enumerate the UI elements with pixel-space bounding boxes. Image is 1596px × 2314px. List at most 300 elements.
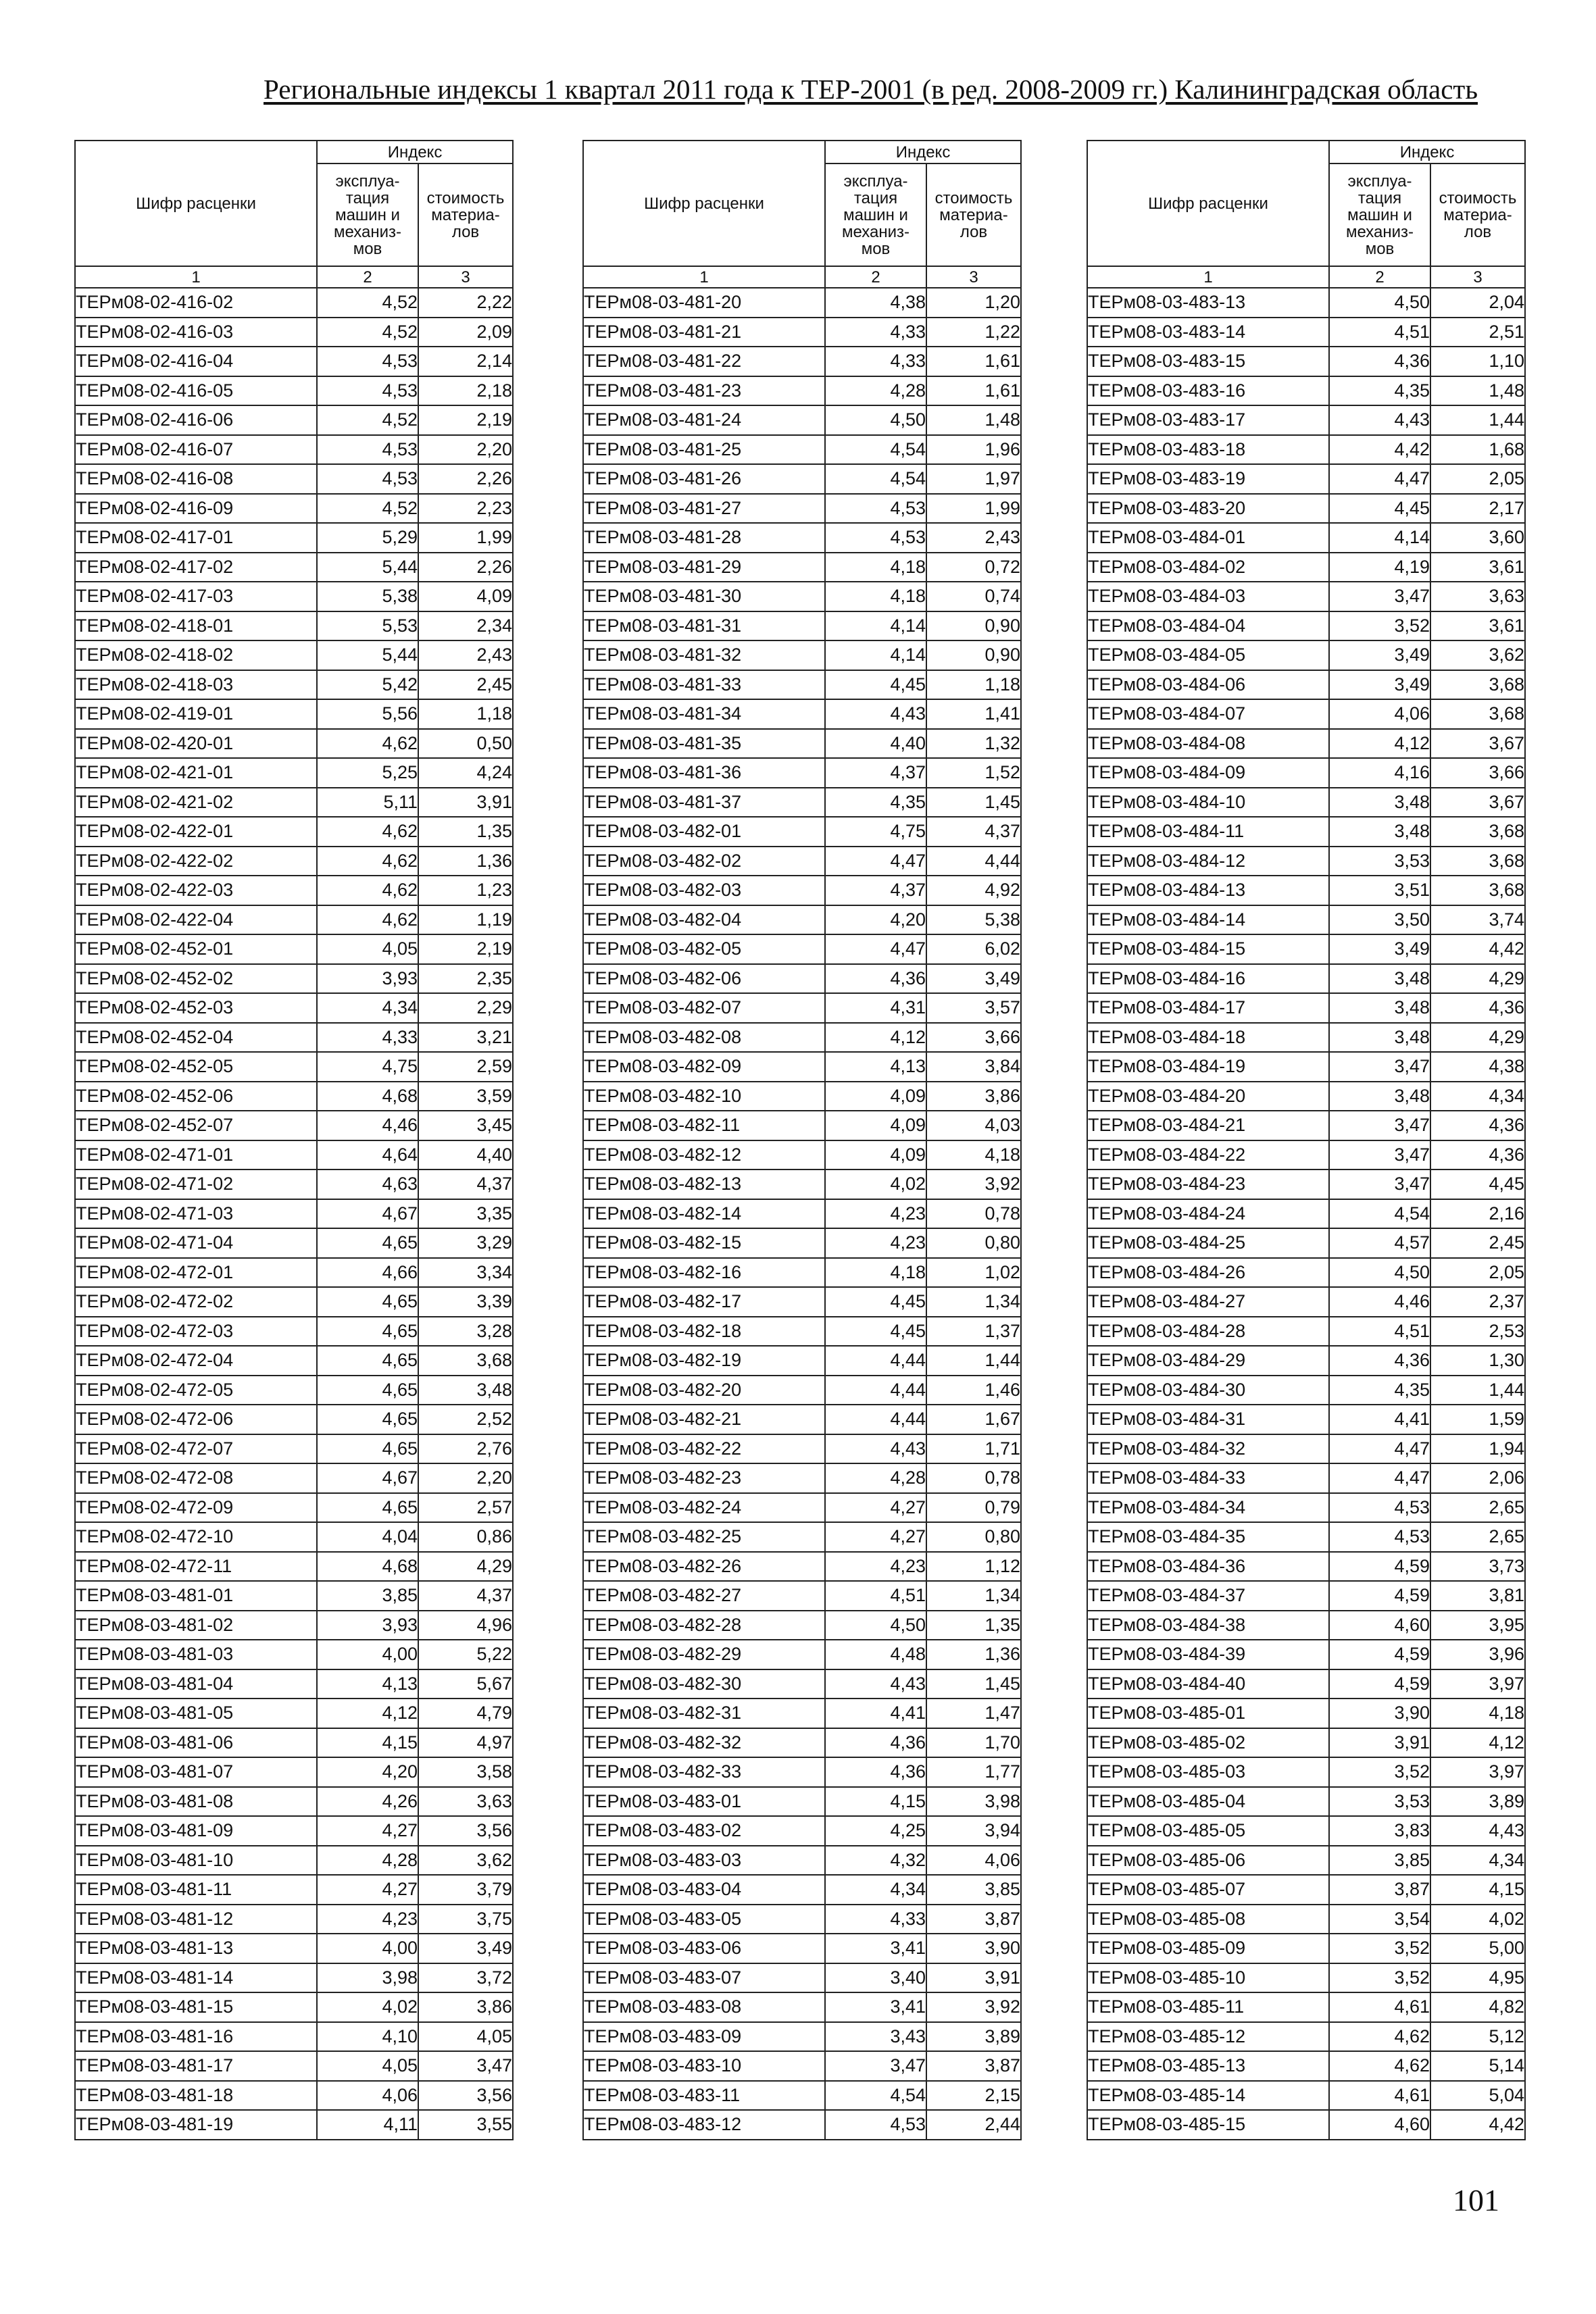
- table-row: [75, 2022, 513, 2052]
- rate-code-cell: ТЕРм08-03-483-11: [583, 2081, 825, 2111]
- table-row: [1087, 288, 1525, 318]
- machines-index-cell: 4,65: [317, 1405, 418, 1434]
- table-row: [75, 1376, 513, 1405]
- rate-code-cell: ТЕРм08-03-482-33: [583, 1757, 825, 1787]
- machines-index-cell: 4,33: [825, 318, 926, 347]
- materials-index-cell: 2,51: [1430, 318, 1525, 347]
- table-row: [583, 1228, 1021, 1258]
- rate-code-cell: ТЕРм08-03-482-10: [583, 1082, 825, 1111]
- machines-index-cell: 3,47: [825, 2051, 926, 2081]
- materials-index-cell: 2,22: [418, 288, 513, 318]
- table-row: [1087, 1728, 1525, 1758]
- column-number: 3: [1430, 266, 1525, 288]
- machines-index-cell: 4,53: [1329, 1493, 1430, 1523]
- table-row: [1087, 1287, 1525, 1317]
- machines-index-cell: 4,02: [317, 1992, 418, 2022]
- materials-index-cell: 4,37: [418, 1581, 513, 1611]
- machines-index-cell: 4,47: [825, 934, 926, 964]
- rate-code-cell: ТЕРм08-03-484-03: [1087, 582, 1329, 611]
- machines-index-cell: 3,48: [1329, 788, 1430, 818]
- machines-index-cell: 3,47: [1329, 1169, 1430, 1199]
- machines-column-header: эксплуа- тация машин и механиз- мов: [1329, 164, 1430, 266]
- materials-index-cell: 1,70: [926, 1728, 1021, 1758]
- rate-code-cell: ТЕРм08-03-484-08: [1087, 729, 1329, 759]
- materials-index-cell: 2,17: [1430, 494, 1525, 524]
- rate-code-cell: ТЕРм08-03-482-03: [583, 876, 825, 905]
- machines-index-cell: 3,52: [1329, 1934, 1430, 1963]
- materials-index-cell: 0,86: [418, 1522, 513, 1552]
- materials-index-cell: 2,76: [418, 1434, 513, 1464]
- machines-index-cell: 3,53: [1329, 1787, 1430, 1817]
- table-row: [583, 1376, 1021, 1405]
- machines-index-cell: 3,52: [1329, 1963, 1430, 1993]
- table-row: [75, 1905, 513, 1934]
- rate-code-cell: ТЕРм08-03-483-06: [583, 1934, 825, 1963]
- machines-index-cell: 4,51: [1329, 318, 1430, 347]
- machines-index-cell: 4,62: [317, 729, 418, 759]
- table-row: [583, 1023, 1021, 1053]
- rate-code-cell: ТЕРм08-03-482-19: [583, 1346, 825, 1376]
- rate-code-cell: ТЕРм08-03-484-13: [1087, 876, 1329, 905]
- materials-index-cell: 3,85: [926, 1875, 1021, 1905]
- machines-index-cell: 4,54: [825, 464, 926, 494]
- rate-code-cell: ТЕРм08-03-483-16: [1087, 376, 1329, 406]
- materials-index-cell: 3,39: [418, 1287, 513, 1317]
- machines-index-cell: 4,50: [825, 405, 926, 435]
- materials-index-cell: 4,09: [418, 582, 513, 611]
- table-row: [75, 1816, 513, 1846]
- table-row: [1087, 1140, 1525, 1170]
- machines-index-cell: 4,27: [825, 1493, 926, 1523]
- machines-index-cell: 4,13: [317, 1669, 418, 1699]
- rate-code-cell: ТЕРм08-02-452-07: [75, 1111, 317, 1140]
- table-row: [75, 1522, 513, 1552]
- rate-code-cell: ТЕРм08-03-485-12: [1087, 2022, 1329, 2052]
- materials-index-cell: 2,04: [1430, 288, 1525, 318]
- rate-code-cell: ТЕРм08-03-483-08: [583, 1992, 825, 2022]
- materials-index-cell: 1,37: [926, 1317, 1021, 1347]
- rate-code-cell: ТЕРм08-02-416-06: [75, 405, 317, 435]
- rate-code-cell: ТЕРм08-03-484-05: [1087, 640, 1329, 670]
- table-row: [583, 788, 1021, 818]
- materials-index-cell: 1,20: [926, 288, 1021, 318]
- machines-index-cell: 4,38: [825, 288, 926, 318]
- rate-code-cell: ТЕРм08-03-481-10: [75, 1846, 317, 1876]
- table-row: [583, 964, 1021, 994]
- rate-code-cell: ТЕРм08-03-481-05: [75, 1699, 317, 1728]
- table-row: [583, 817, 1021, 847]
- rate-code-cell: ТЕРм08-03-482-07: [583, 993, 825, 1023]
- machines-index-cell: 4,46: [317, 1111, 418, 1140]
- materials-index-cell: 4,45: [1430, 1169, 1525, 1199]
- materials-index-cell: 0,90: [926, 611, 1021, 641]
- materials-index-cell: 1,94: [1430, 1434, 1525, 1464]
- materials-index-cell: 3,56: [418, 2081, 513, 2111]
- table-row: [1087, 376, 1525, 406]
- materials-index-cell: 4,44: [926, 847, 1021, 876]
- materials-index-cell: 4,97: [418, 1728, 513, 1758]
- machines-index-cell: 4,67: [317, 1463, 418, 1493]
- materials-index-cell: 2,23: [418, 494, 513, 524]
- rate-code-cell: ТЕРм08-03-482-11: [583, 1111, 825, 1140]
- table-row: [75, 934, 513, 964]
- rate-code-cell: ТЕРм08-03-481-06: [75, 1728, 317, 1758]
- table-row: [1087, 1699, 1525, 1728]
- table-row: [1087, 494, 1525, 524]
- rate-code-cell: ТЕРм08-03-482-31: [583, 1699, 825, 1728]
- table-row: [75, 817, 513, 847]
- machines-index-cell: 4,06: [1329, 699, 1430, 729]
- materials-index-cell: 3,35: [418, 1199, 513, 1229]
- materials-index-cell: 4,38: [1430, 1052, 1525, 1082]
- table-row: [75, 582, 513, 611]
- table-row: [1087, 318, 1525, 347]
- table-row: [583, 2022, 1021, 2052]
- materials-index-cell: 4,24: [418, 758, 513, 788]
- table-row: [1087, 1581, 1525, 1611]
- table-row: [75, 2051, 513, 2081]
- table-row: [75, 847, 513, 876]
- table-row: [583, 1905, 1021, 1934]
- materials-index-cell: 3,91: [418, 788, 513, 818]
- materials-index-cell: 3,49: [418, 1934, 513, 1963]
- materials-index-cell: 3,57: [926, 993, 1021, 1023]
- machines-index-cell: 4,35: [825, 788, 926, 818]
- table-row: [1087, 405, 1525, 435]
- materials-index-cell: 2,35: [418, 964, 513, 994]
- materials-index-cell: 3,67: [1430, 729, 1525, 759]
- rate-code-cell: ТЕРм08-02-472-02: [75, 1287, 317, 1317]
- rate-code-cell: ТЕРм08-03-482-26: [583, 1552, 825, 1582]
- materials-index-cell: 1,97: [926, 464, 1021, 494]
- rate-code-cell: ТЕРм08-02-471-03: [75, 1199, 317, 1229]
- materials-index-cell: 3,68: [1430, 876, 1525, 905]
- table-row: [75, 699, 513, 729]
- rate-code-cell: ТЕРм08-03-483-19: [1087, 464, 1329, 494]
- rate-code-cell: ТЕРм08-02-472-07: [75, 1434, 317, 1464]
- materials-index-cell: 0,90: [926, 640, 1021, 670]
- rate-code-cell: ТЕРм08-03-484-10: [1087, 788, 1329, 818]
- machines-index-cell: 4,47: [1329, 464, 1430, 494]
- machines-index-cell: 4,65: [317, 1493, 418, 1523]
- table-row: [1087, 1405, 1525, 1434]
- machines-index-cell: 4,47: [1329, 1434, 1430, 1464]
- rate-code-cell: ТЕРм08-03-482-15: [583, 1228, 825, 1258]
- machines-index-cell: 4,00: [317, 1640, 418, 1669]
- materials-index-cell: 2,34: [418, 611, 513, 641]
- table-row: [75, 1611, 513, 1640]
- table-row: [1087, 699, 1525, 729]
- rate-code-cell: ТЕРм08-03-481-34: [583, 699, 825, 729]
- machines-index-cell: 4,61: [1329, 1992, 1430, 2022]
- machines-index-cell: 3,52: [1329, 611, 1430, 641]
- materials-index-cell: 4,42: [1430, 2110, 1525, 2140]
- materials-index-cell: 3,86: [926, 1082, 1021, 1111]
- materials-index-cell: 2,43: [418, 640, 513, 670]
- table-row: [583, 1405, 1021, 1434]
- rate-code-cell: ТЕРм08-03-484-37: [1087, 1581, 1329, 1611]
- materials-index-cell: 4,96: [418, 1611, 513, 1640]
- machines-index-cell: 3,90: [1329, 1699, 1430, 1728]
- materials-index-cell: 3,61: [1430, 611, 1525, 641]
- rate-code-cell: ТЕРм08-03-482-20: [583, 1376, 825, 1405]
- materials-index-cell: 2,19: [418, 934, 513, 964]
- materials-index-cell: 3,98: [926, 1787, 1021, 1817]
- rate-code-cell: ТЕРм08-02-472-11: [75, 1552, 317, 1582]
- materials-index-cell: 5,12: [1430, 2022, 1525, 2052]
- rate-code-cell: ТЕРм08-03-481-04: [75, 1669, 317, 1699]
- rate-code-cell: ТЕРм08-03-485-04: [1087, 1787, 1329, 1817]
- materials-index-cell: 3,45: [418, 1111, 513, 1140]
- materials-index-cell: 2,16: [1430, 1199, 1525, 1229]
- rate-code-cell: ТЕРм08-03-482-27: [583, 1581, 825, 1611]
- rate-code-cell: ТЕРм08-02-452-04: [75, 1023, 317, 1053]
- rate-code-cell: ТЕРм08-03-481-22: [583, 347, 825, 376]
- machines-index-cell: 4,62: [317, 905, 418, 935]
- table-row: [583, 1846, 1021, 1876]
- rate-code-cell: ТЕРм08-03-482-01: [583, 817, 825, 847]
- table-row: [75, 640, 513, 670]
- machines-index-cell: 3,91: [1329, 1728, 1430, 1758]
- machines-index-cell: 4,44: [825, 1346, 926, 1376]
- table-row: [583, 1787, 1021, 1817]
- machines-index-cell: 3,83: [1329, 1816, 1430, 1846]
- rate-code-cell: ТЕРм08-03-483-01: [583, 1787, 825, 1817]
- rate-code-cell: ТЕРм08-03-482-23: [583, 1463, 825, 1493]
- materials-index-cell: 5,04: [1430, 2081, 1525, 2111]
- machines-index-cell: 4,53: [825, 2110, 926, 2140]
- rate-code-cell: ТЕРм08-03-483-07: [583, 1963, 825, 1993]
- table-row: [1087, 1552, 1525, 1582]
- machines-index-cell: 3,85: [1329, 1846, 1430, 1876]
- machines-index-cell: 4,23: [825, 1552, 926, 1582]
- materials-index-cell: 1,77: [926, 1757, 1021, 1787]
- rate-code-cell: ТЕРм08-03-482-13: [583, 1169, 825, 1199]
- table-row: [75, 1757, 513, 1787]
- table-row: [1087, 1317, 1525, 1347]
- table-row: [583, 1992, 1021, 2022]
- rate-code-cell: ТЕРм08-02-416-08: [75, 464, 317, 494]
- machines-index-cell: 4,41: [825, 1699, 926, 1728]
- materials-index-cell: 4,05: [418, 2022, 513, 2052]
- table-row: [1087, 934, 1525, 964]
- rate-code-cell: ТЕРм08-03-484-30: [1087, 1376, 1329, 1405]
- materials-index-cell: 1,67: [926, 1405, 1021, 1434]
- materials-index-cell: 1,44: [1430, 405, 1525, 435]
- machines-index-cell: 3,47: [1329, 582, 1430, 611]
- machines-index-cell: 4,12: [317, 1699, 418, 1728]
- table-row: [1087, 1258, 1525, 1288]
- machines-index-cell: 4,37: [825, 758, 926, 788]
- table-row: [75, 1140, 513, 1170]
- machines-index-cell: 5,25: [317, 758, 418, 788]
- machines-index-cell: 4,59: [1329, 1669, 1430, 1699]
- machines-index-cell: 5,42: [317, 670, 418, 700]
- materials-index-cell: 3,79: [418, 1875, 513, 1905]
- materials-index-cell: 2,05: [1430, 464, 1525, 494]
- materials-index-cell: 0,80: [926, 1522, 1021, 1552]
- materials-index-cell: 3,55: [418, 2110, 513, 2140]
- rate-code-cell: ТЕРм08-03-484-33: [1087, 1463, 1329, 1493]
- table-row: [75, 464, 513, 494]
- table-row: [1087, 347, 1525, 376]
- machines-index-cell: 4,44: [825, 1376, 926, 1405]
- table-row: [583, 1757, 1021, 1787]
- table-row: [75, 1992, 513, 2022]
- machines-index-cell: 4,37: [825, 876, 926, 905]
- table-row: [75, 1082, 513, 1111]
- machines-index-cell: 3,43: [825, 2022, 926, 2052]
- table-row: [1087, 729, 1525, 759]
- table-row: [583, 1346, 1021, 1376]
- table-row: [75, 376, 513, 406]
- machines-index-cell: 4,19: [1329, 553, 1430, 582]
- table-row: [75, 758, 513, 788]
- rate-code-cell: ТЕРм08-03-484-29: [1087, 1346, 1329, 1376]
- materials-index-cell: 0,50: [418, 729, 513, 759]
- machines-index-cell: 3,47: [1329, 1052, 1430, 1082]
- materials-index-cell: 4,37: [926, 817, 1021, 847]
- table-row: [75, 1228, 513, 1258]
- rate-code-cell: ТЕРм08-02-452-03: [75, 993, 317, 1023]
- page-title: Региональные индексы 1 квартал 2011 года к ТЕР-2001 (в ред. 2008-2009 гг.) Калининградская область: [264, 74, 1478, 105]
- rate-code-cell: ТЕРм08-03-484-34: [1087, 1493, 1329, 1523]
- materials-index-cell: 1,23: [418, 876, 513, 905]
- materials-index-cell: 3,68: [1430, 670, 1525, 700]
- materials-index-cell: 2,26: [418, 464, 513, 494]
- rate-code-cell: ТЕРм08-02-418-02: [75, 640, 317, 670]
- materials-index-cell: 3,86: [418, 1992, 513, 2022]
- rate-code-cell: ТЕРм08-02-471-02: [75, 1169, 317, 1199]
- table-row: [583, 1581, 1021, 1611]
- index-group-header: Индекс: [1329, 141, 1525, 164]
- rate-code-cell: ТЕРм08-02-471-01: [75, 1140, 317, 1170]
- machines-index-cell: 4,43: [825, 1434, 926, 1464]
- rate-code-cell: ТЕРм08-03-484-32: [1087, 1434, 1329, 1464]
- materials-index-cell: 1,19: [418, 905, 513, 935]
- rate-code-cell: ТЕРм08-03-481-27: [583, 494, 825, 524]
- rate-code-cell: ТЕРм08-03-483-02: [583, 1816, 825, 1846]
- machines-index-cell: 4,15: [317, 1728, 418, 1758]
- materials-index-cell: 3,91: [926, 1963, 1021, 1993]
- table-row: [75, 2110, 513, 2140]
- rate-code-cell: ТЕРм08-03-483-17: [1087, 405, 1329, 435]
- rate-code-cell: ТЕРм08-03-484-01: [1087, 523, 1329, 553]
- index-group-header: Индекс: [825, 141, 1021, 164]
- table-row: [583, 553, 1021, 582]
- materials-index-cell: 1,45: [926, 1669, 1021, 1699]
- rate-code-cell: ТЕРм08-03-485-14: [1087, 2081, 1329, 2111]
- materials-index-cell: 1,12: [926, 1552, 1021, 1582]
- machines-index-cell: 4,14: [825, 611, 926, 641]
- materials-index-cell: 2,19: [418, 405, 513, 435]
- machines-index-cell: 4,62: [317, 876, 418, 905]
- machines-index-cell: 4,62: [1329, 2051, 1430, 2081]
- rate-code-cell: ТЕРм08-03-481-16: [75, 2022, 317, 2052]
- table-row: [75, 318, 513, 347]
- rate-code-cell: ТЕРм08-03-482-02: [583, 847, 825, 876]
- materials-index-cell: 6,02: [926, 934, 1021, 964]
- materials-index-cell: 4,06: [926, 1846, 1021, 1876]
- machines-index-cell: 3,54: [1329, 1905, 1430, 1934]
- table-row: [75, 1846, 513, 1876]
- machines-index-cell: 4,65: [317, 1228, 418, 1258]
- materials-index-cell: 5,00: [1430, 1934, 1525, 1963]
- machines-index-cell: 3,87: [1329, 1875, 1430, 1905]
- rate-code-cell: ТЕРм08-03-483-18: [1087, 435, 1329, 465]
- machines-index-cell: 4,36: [1329, 1346, 1430, 1376]
- rate-code-cell: ТЕРм08-03-483-13: [1087, 288, 1329, 318]
- rate-code-cell: ТЕРм08-02-452-02: [75, 964, 317, 994]
- machines-index-cell: 4,48: [825, 1640, 926, 1669]
- machines-index-cell: 4,33: [825, 347, 926, 376]
- rate-code-cell: ТЕРм08-03-481-07: [75, 1757, 317, 1787]
- machines-index-cell: 5,56: [317, 699, 418, 729]
- table-row: [1087, 2022, 1525, 2052]
- machines-index-cell: 4,27: [825, 1522, 926, 1552]
- machines-index-cell: 4,53: [317, 347, 418, 376]
- materials-index-cell: 4,36: [1430, 1111, 1525, 1140]
- rate-code-cell: ТЕРм08-02-422-03: [75, 876, 317, 905]
- rate-code-cell: ТЕРм08-02-422-01: [75, 817, 317, 847]
- table-row: [583, 876, 1021, 905]
- table-row: [583, 1552, 1021, 1582]
- rate-code-cell: ТЕРм08-03-484-09: [1087, 758, 1329, 788]
- materials-index-cell: 3,58: [418, 1757, 513, 1787]
- machines-index-cell: 4,64: [317, 1140, 418, 1170]
- table-row: [583, 1875, 1021, 1905]
- materials-index-cell: 1,61: [926, 376, 1021, 406]
- machines-index-cell: 4,45: [825, 670, 926, 700]
- rate-code-cell: ТЕРм08-03-484-27: [1087, 1287, 1329, 1317]
- machines-index-cell: 4,31: [825, 993, 926, 1023]
- table-row: [583, 1463, 1021, 1493]
- machines-index-cell: 4,09: [825, 1111, 926, 1140]
- rate-code-cell: ТЕРм08-03-481-26: [583, 464, 825, 494]
- machines-index-cell: 4,35: [1329, 376, 1430, 406]
- rate-code-cell: ТЕРм08-03-484-14: [1087, 905, 1329, 935]
- machines-index-cell: 4,54: [825, 435, 926, 465]
- rate-code-cell: ТЕРм08-03-481-32: [583, 640, 825, 670]
- machines-index-cell: 3,47: [1329, 1140, 1430, 1170]
- table-row: [1087, 523, 1525, 553]
- machines-index-cell: 4,47: [825, 847, 926, 876]
- materials-index-cell: 4,29: [1430, 1023, 1525, 1053]
- materials-index-cell: 2,15: [926, 2081, 1021, 2111]
- materials-index-cell: 3,89: [926, 2022, 1021, 2052]
- rate-code-cell: ТЕРм08-03-485-10: [1087, 1963, 1329, 1993]
- rate-code-cell: ТЕРм08-03-482-08: [583, 1023, 825, 1053]
- table-row: [583, 1199, 1021, 1229]
- rate-code-cell: ТЕРм08-02-472-03: [75, 1317, 317, 1347]
- machines-index-cell: 4,18: [825, 1258, 926, 1288]
- rate-code-cell: ТЕРм08-03-482-28: [583, 1611, 825, 1640]
- machines-index-cell: 4,23: [825, 1199, 926, 1229]
- table-row: [583, 670, 1021, 700]
- machines-index-cell: 3,85: [317, 1581, 418, 1611]
- machines-index-cell: 3,52: [1329, 1757, 1430, 1787]
- table-row: [75, 1728, 513, 1758]
- column-number: 3: [418, 266, 513, 288]
- rate-code-cell: ТЕРм08-03-484-39: [1087, 1640, 1329, 1669]
- materials-index-cell: 3,68: [1430, 699, 1525, 729]
- materials-column-header: стоимость материа- лов: [1430, 164, 1525, 266]
- machines-index-cell: 4,18: [825, 582, 926, 611]
- rate-code-cell: ТЕРм08-03-481-18: [75, 2081, 317, 2111]
- rate-code-cell: ТЕРм08-03-481-08: [75, 1787, 317, 1817]
- table-row: [1087, 1846, 1525, 1876]
- machines-index-cell: 4,65: [317, 1346, 418, 1376]
